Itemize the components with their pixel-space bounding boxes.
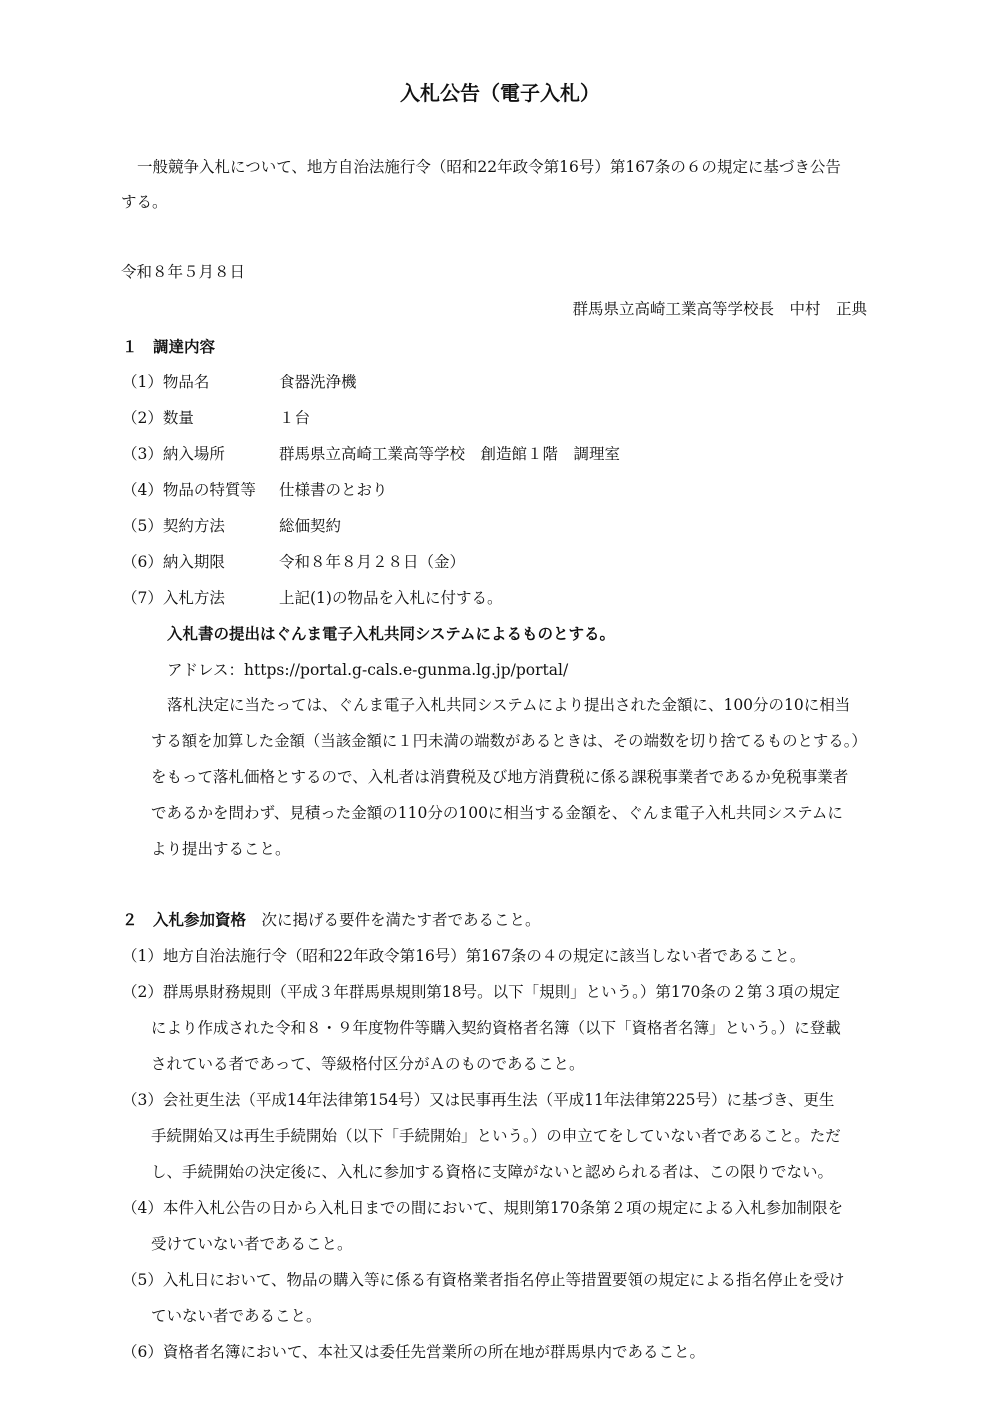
section-2-heading-spacer — [246, 911, 262, 929]
item-1-label: （1）物品名 — [122, 373, 210, 391]
item-6-value: 令和８年８月２８日（金） — [279, 553, 466, 571]
intro-line-2: する。 — [121, 193, 168, 211]
requirement-5-line-1: （5）入札日において、物品の購入等に係る有資格業者指名停止等措置要領の規定による指名停止を受け — [122, 1271, 845, 1289]
document-title: 入札公告（電子入札） — [400, 81, 600, 105]
issuer-name: 群馬県立高崎工業高等学校長 中村 正典 — [572, 300, 867, 318]
price-paragraph-line-5: より提出すること。 — [151, 840, 291, 858]
item-4-value: 仕様書のとおり — [279, 481, 388, 499]
requirement-2-line-1: （2）群馬県財務規則（平成３年群馬県規則第18号。以下「規則」という。）第170条の２第３項の規定 — [122, 983, 840, 1001]
requirement-3-line-3: し、手続開始の決定後に、入札に参加する資格に支障がないと認められる者は、この限りでない。 — [151, 1163, 834, 1181]
item-1-value: 食器洗浄機 — [279, 373, 357, 391]
requirement-3-line-2: 手続開始又は再生手続開始（以下「手続開始」という。）の申立てをしていない者であること。ただ — [151, 1127, 841, 1145]
item-3-label: （3）納入場所 — [122, 445, 225, 463]
price-paragraph-line-1: 落札決定に当たっては、ぐんま電子入札共同システムにより提出された金額に、100分の10に相当 — [167, 696, 851, 714]
item-4-label: （4）物品の特質等 — [122, 481, 256, 499]
requirement-1-line-1: （1）地方自治法施行令（昭和22年政令第16号）第167条の４の規定に該当しない者であること。 — [122, 947, 806, 965]
requirement-3-line-1: （3）会社更生法（平成14年法律第154号）又は民事再生法（平成11年法律第225号）に基づき、更生 — [122, 1091, 835, 1109]
price-paragraph-line-2: する額を加算した金額（当該金額に１円未満の端数があるときは、その端数を切り捨てるものとする。） — [151, 732, 867, 750]
item-5-value: 総価契約 — [279, 517, 342, 535]
item-5-label: （5）契約方法 — [122, 517, 225, 535]
item-2-value: １台 — [279, 409, 311, 427]
price-paragraph-line-3: をもって落札価格とするので、入札者は消費税及び地方消費税に係る課税事業者であるか免税事業者 — [151, 768, 849, 786]
notice-date: 令和８年５月８日 — [121, 263, 246, 281]
item-2-label: （2）数量 — [122, 409, 194, 427]
requirement-2-line-2: により作成された令和８・９年度物件等購入契約資格者名簿（以下「資格者名簿」という。）に登載 — [151, 1019, 841, 1037]
section-2-heading-note: 次に掲げる要件を満たす者であること。 — [261, 911, 541, 929]
requirement-4-line-2: 受けていない者であること。 — [151, 1235, 353, 1253]
requirement-6-line-1: （6）資格者名簿において、本社又は委任先営業所の所在地が群馬県内であること。 — [122, 1343, 706, 1361]
item-6-label: （6）納入期限 — [122, 553, 225, 571]
requirement-2-line-3: されている者であって、等級格付区分がＡのものであること。 — [151, 1055, 585, 1073]
requirement-4-line-1: （4）本件入札公告の日から入札日までの間において、規則第170条第２項の規定による入札参加制限を — [122, 1199, 844, 1217]
section-2-heading: ２ 入札参加資格 — [122, 911, 247, 929]
requirement-5-line-2: ていない者であること。 — [151, 1307, 322, 1325]
item-3-value: 群馬県立高崎工業高等学校 創造館１階 調理室 — [279, 445, 621, 463]
section-2-heading-row — [122, 910, 541, 930]
price-paragraph-line-4: であるかを問わず、見積った金額の110分の100に相当する金額を、ぐんま電子入札共同システムに — [151, 804, 843, 822]
bidding-system-note: 入札書の提出はぐんま電子入札共同システムによるものとする。 — [167, 625, 615, 643]
intro-line-1: 一般競争入札について、地方自治法施行令（昭和22年政令第16号）第167条の６の規定に基づき公告 — [137, 158, 841, 176]
item-7-label: （7）入札方法 — [122, 589, 225, 607]
portal-address: アドレス：https://portal.g-cals.e-gunma.lg.jp/portal/ — [167, 661, 569, 679]
section-1-heading: １ 調達内容 — [122, 338, 216, 356]
item-7-value: 上記(1)の物品を入札に付する。 — [279, 589, 503, 607]
